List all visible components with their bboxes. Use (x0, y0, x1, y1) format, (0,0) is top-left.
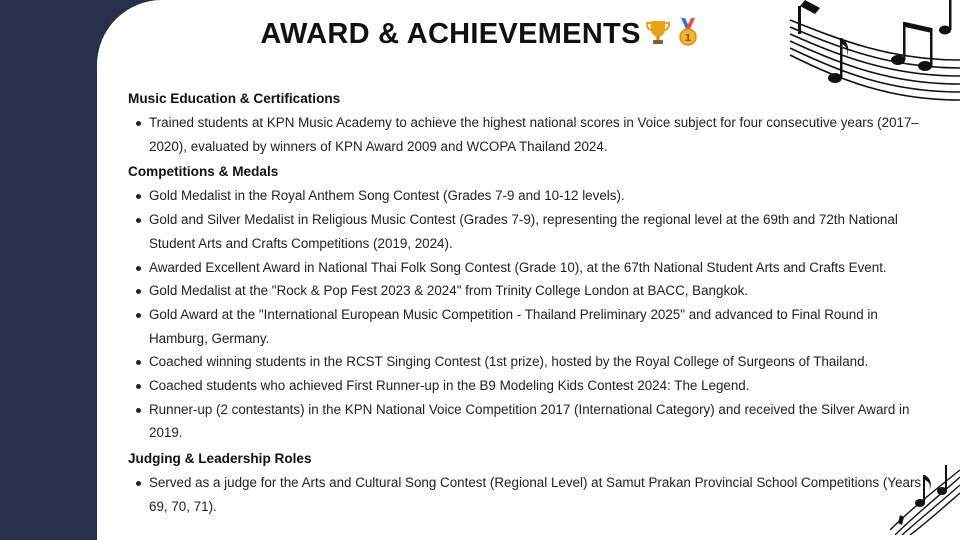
music-notes-top-decoration (780, 0, 960, 110)
trophy-icon (645, 18, 671, 51)
list-item: Gold Medalist at the "Rock & Pop Fest 2023 & 2024" from Trinity College London at BACC, Bangkok. (149, 279, 928, 303)
bullet-list (128, 471, 928, 518)
list-item: Awarded Excellent Award in National Thai Folk Song Contest (Grade 10), at the 67th National Student Arts and Crafts Event. (149, 256, 928, 280)
list-item: Trained students at KPN Music Academy to achieve the highest national scores in Voice subject for four consecutive years (2017–2020), evaluated by winners of KPN Award 2009 and WCOPA Thailand 2024. (149, 111, 928, 158)
medal-icon (676, 17, 700, 52)
section-heading: Competitions & Medals (128, 164, 279, 180)
section-heading: Judging & Leadership Roles (128, 451, 312, 467)
list-item: Coached winning students in the RCST Singing Contest (1st prize), hosted by the Royal College of Surgeons of Thailand. (149, 350, 928, 374)
page-title: AWARD & ACHIEVEMENTS (260, 18, 641, 50)
bullet-list (128, 111, 928, 158)
bullet-list (128, 184, 928, 445)
list-item: Served as a judge for the Arts and Cultural Song Contest (Regional Level) at Samut Prakan Provincial School Competitions (Years 69, 70, 71). (149, 471, 928, 518)
list-item: Coached students who achieved First Runner-up in the B9 Modeling Kids Contest 2024: The Legend. (149, 374, 928, 398)
section-judging (128, 450, 928, 518)
list-item: Gold Medalist in the Royal Anthem Song Contest (Grades 7-9 and 10-12 levels). (149, 184, 928, 208)
list-item: Gold Award at the "International European Music Competition - Thailand Preliminary 2025" and advanced to Final Round in Hamburg, Germany. (149, 303, 928, 350)
svg-text:1: 1 (684, 33, 692, 44)
section-competitions (128, 163, 928, 445)
section-heading: Music Education & Certifications (128, 91, 341, 106)
content (128, 90, 928, 519)
list-item: Gold and Silver Medalist in Religious Music Contest (Grades 7-9), representing the regional level at the 69th and 72th National Student Arts and Crafts Competitions (2019, 2024). (149, 208, 928, 255)
list-item: Runner-up (2 contestants) in the KPN National Voice Competition 2017 (International Category) and received the Silver Award in 2019. (149, 398, 928, 445)
music-notes-bottom-decoration (890, 455, 960, 540)
